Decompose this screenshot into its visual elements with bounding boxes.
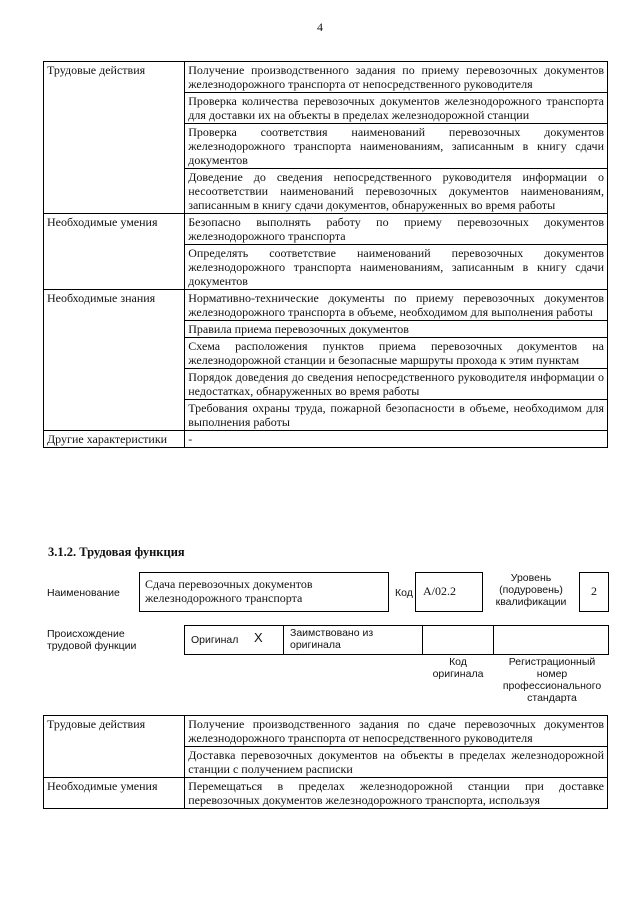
table-cell: Перемещаться в пределах железнодорожной станции при доставке перевозочных документов железнодорожного транспорта, используя bbox=[185, 778, 608, 809]
table-cell: Проверка количества перевозочных документов железнодорожного транспорта для доставки их на объекты в пределах железнодорожной станции bbox=[185, 93, 608, 124]
table-cell: Доставка перевозочных документов на объекты в пределах железнодорожной станции с получением расписки bbox=[185, 747, 608, 778]
table-row bbox=[44, 716, 608, 747]
row-label-other: Другие характеристики bbox=[44, 431, 185, 448]
table-row bbox=[44, 431, 608, 448]
row-label-knowledge: Необходимые знания bbox=[44, 290, 185, 431]
table-cell: Получение производственного задания по сдаче перевозочных документов железнодорожного транспорта от непосредственного руководителя bbox=[185, 716, 608, 747]
code-value: А/02.2 bbox=[423, 584, 456, 598]
table-row bbox=[44, 778, 608, 809]
page-number: 4 bbox=[317, 20, 323, 34]
table-row bbox=[44, 214, 608, 245]
table-cell: Требования охраны труда, пожарной безопасности в объеме, необходимом для выполнения работы bbox=[185, 400, 608, 431]
original-label: Оригинал bbox=[191, 634, 239, 646]
origin-code-box bbox=[422, 625, 494, 655]
table-cell: Безопасно выполнять работу по приему перевозочных документов железнодорожного транспорта bbox=[185, 214, 608, 245]
level-value: 2 bbox=[591, 584, 597, 598]
original-mark: X bbox=[254, 630, 263, 645]
origin-code-caption: Код оригинала bbox=[432, 656, 484, 680]
work-activities-table bbox=[43, 61, 608, 448]
borrowed-label: Заимствовано из оригинала bbox=[290, 627, 374, 651]
table-cell: Доведение до сведения непосредственного руководителя информации о несоответствии наименований перевозочных документов наименованиям, записанным в книгу сдачи документов, обнаруженных во время работы bbox=[185, 169, 608, 214]
row-label-work-actions: Трудовые действия bbox=[44, 716, 185, 778]
table-cell: Получение производственного задания по приему перевозочных документов железнодорожного транспорта от непосредственного руководителя bbox=[185, 62, 608, 93]
table-row bbox=[44, 62, 608, 93]
function-details-table bbox=[43, 715, 608, 809]
table-cell: Определять соответствие наименований перевозочных документов железнодорожного транспорта наименованиям, записанным в книгу сдачи документов bbox=[185, 245, 608, 290]
table-row bbox=[44, 290, 608, 321]
table-cell: Нормативно-технические документы по приему перевозочных документов железнодорожного транспорта в объеме, необходимом для выполнения работы bbox=[185, 290, 608, 321]
section-heading: 3.1.2. Трудовая функция bbox=[48, 545, 185, 559]
table-cell: Порядок доведения до сведения непосредственного руководителя информации о недостатках, обнаруженных во время работы bbox=[185, 369, 608, 400]
code-label: Код bbox=[395, 587, 413, 599]
name-label: Наименование bbox=[47, 587, 120, 599]
row-label-work-actions: Трудовые действия bbox=[44, 62, 185, 214]
table-cell: Схема расположения пунктов приема перевозочных документов на железнодорожной станции и безопасные маршруты прохода к этим пунктам bbox=[185, 338, 608, 369]
name-value: Сдача перевозочных документов железнодорожного транспорта bbox=[145, 577, 313, 605]
row-label-skills: Необходимые умения bbox=[44, 778, 185, 809]
reg-number-box bbox=[493, 625, 609, 655]
row-label-skills: Необходимые умения bbox=[44, 214, 185, 290]
table-cell: Проверка соответствия наименований перевозочных документов железнодорожного транспорта наименованиям, записанным в книгу сдачи документов bbox=[185, 124, 608, 169]
level-label: Уровень (подуровень) квалификации bbox=[495, 572, 567, 608]
reg-number-caption: Регистрационный номер профессионального стандарта bbox=[502, 656, 602, 704]
origin-label: Происхождение трудовой функции bbox=[47, 628, 137, 652]
table-cell: - bbox=[185, 431, 608, 448]
table-cell: Правила приема перевозочных документов bbox=[185, 321, 608, 338]
